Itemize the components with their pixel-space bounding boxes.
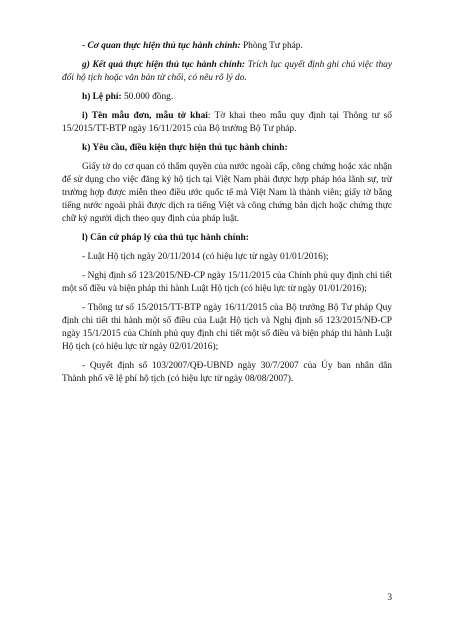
result-paragraph — [62, 59, 392, 85]
requirements-heading — [62, 142, 392, 155]
agency-paragraph — [62, 40, 392, 53]
form-value: : Tờ khai theo mẫu quy định tại Thông tư số 15/2015/TT-BTP ngày 16/11/2015 của Bộ trưởng Bộ Tư pháp. — [62, 111, 392, 134]
fee-paragraph — [62, 91, 392, 104]
result-label: g) Kết quả thực hiện thủ tục hành chính: — [82, 60, 246, 70]
legal-basis-label: l) Căn cứ pháp lý của thủ tục hành chính: — [82, 233, 249, 243]
legal-basis-item: - Thông tư số 15/2015/TT-BTP ngày 16/11/2015 của Bộ trưởng Bộ Tư pháp Quy định chi tiết thi hành một số điều của Luật Hộ tịch và Nghị định số 123/2015/NĐ-CP ngày 15/1/2015 của Chính phủ quy định chi tiết một số điều và biện pháp thi hành Luật Hộ tịch (có hiệu lực từ ngày 02/01/2016); — [62, 303, 392, 352]
page-number: 3 — [387, 593, 392, 603]
form-paragraph — [62, 110, 392, 136]
agency-dash: - — [82, 41, 88, 51]
legal-basis-heading — [62, 232, 392, 245]
fee-value: 50.000 đồng. — [121, 92, 174, 102]
fee-label: h) Lệ phí: — [82, 92, 122, 102]
requirements-body: Giấy tờ do cơ quan có thẩm quyền của nước ngoài cấp, công chứng hoặc xác nhận để sử dụng cho việc đăng ký hộ tịch tại Việt Nam phải được hợp pháp hóa lãnh sự, trừ trường hợp được miễn theo điều ước quốc tế mà Việt Nam là thành viên; giấy tờ bằng tiếng nước ngoài phải được dịch ra tiếng Việt và công chứng bản dịch hoặc chứng thực chữ ký người dịch theo quy định của pháp luật. — [62, 162, 392, 224]
legal-basis-item: - Quyết định số 103/2007/QĐ-UBND ngày 30/7/2007 của Ủy ban nhân dân Thành phố về lệ phí hộ tịch (có hiệu lực từ ngày 08/08/2007). — [62, 361, 392, 384]
agency-value: Phòng Tư pháp. — [240, 41, 303, 51]
form-label: i) Tên mẫu đơn, mẫu tờ khai — [82, 111, 208, 121]
agency-label: Cơ quan thực hiện thủ tục hành chính: — [87, 41, 241, 51]
requirements-label: k) Yêu cầu, điều kiện thực hiện thủ tục hành chính: — [82, 143, 288, 153]
legal-basis-item: - Luật Hộ tịch ngày 20/11/2014 (có hiệu lực từ ngày 01/01/2016); — [82, 252, 329, 262]
document-page — [62, 40, 392, 392]
legal-basis-item: - Nghị định số 123/2015/NĐ-CP ngày 15/11/2015 của Chính phủ quy định chi tiết một số điều và biện pháp thi hành Luật Hộ tịch (có hiệu lực từ ngày 01/01/2016); — [62, 271, 392, 294]
result-value: Trích lục quyết định ghi chú việc thay đổi hộ tịch hoặc văn bản từ chối, có nêu rõ lý do. — [62, 60, 392, 83]
